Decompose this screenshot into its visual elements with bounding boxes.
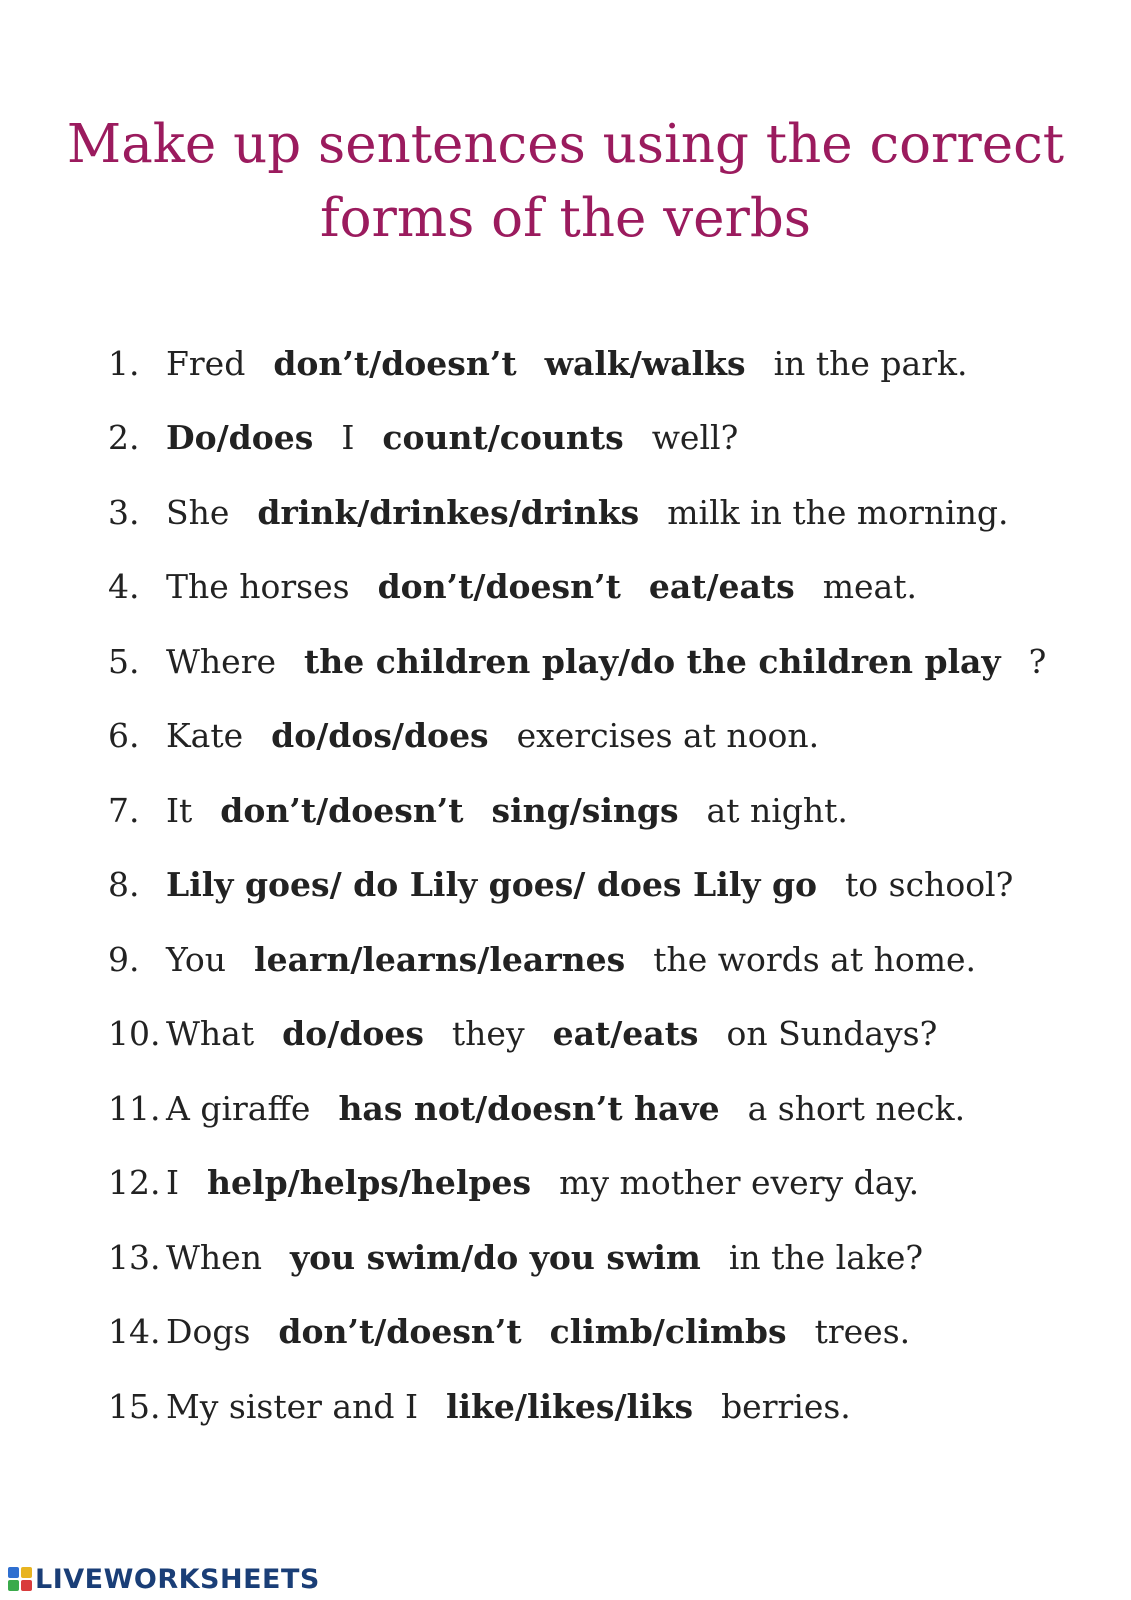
- item-number: 7.: [108, 790, 140, 830]
- item-number: 11.: [108, 1088, 161, 1128]
- sentence-text: milk in the morning.: [667, 492, 1009, 532]
- sentence-text: What: [166, 1014, 255, 1054]
- verb-choice: don’t/doesn’t: [220, 790, 464, 830]
- sentence-text: trees.: [814, 1312, 911, 1352]
- sentence-text: the words at home.: [653, 939, 977, 979]
- sentence-text: a short neck.: [747, 1088, 966, 1128]
- verb-choice: help/helps/helpes: [207, 1163, 532, 1203]
- liveworksheets-logo-icon: [8, 1567, 32, 1591]
- verb-choice: like/likes/liks: [445, 1386, 694, 1426]
- sentence-text: meat.: [822, 567, 917, 607]
- verb-choice: drink/drinkes/drinks: [257, 492, 640, 532]
- sentence-text: in the park.: [773, 343, 968, 383]
- sentence-text: She: [166, 492, 230, 532]
- sentence-item: [108, 326, 1108, 401]
- logo-text: LIVEWORKSHEETS: [35, 1563, 320, 1595]
- sentence-item: [108, 1295, 1108, 1370]
- item-number: 2.: [108, 418, 140, 458]
- sentence-item: [108, 1146, 1108, 1221]
- sentence-list: [108, 326, 1108, 1444]
- sentence-text: on Sundays?: [726, 1014, 938, 1054]
- sentence-text: Kate: [166, 716, 244, 756]
- item-number: 12.: [108, 1163, 161, 1203]
- sentence-text: My sister and I: [166, 1386, 418, 1426]
- item-number: 14.: [108, 1312, 161, 1352]
- sentence-text: well?: [651, 418, 739, 458]
- verb-choice: count/counts: [382, 418, 624, 458]
- sentence-text: Fred: [166, 343, 246, 383]
- sentence-text: in the lake?: [728, 1237, 924, 1277]
- item-number: 6.: [108, 716, 140, 756]
- verb-choice: sing/sings: [491, 790, 679, 830]
- verb-choice: learn/learns/learnes: [254, 939, 626, 979]
- title-line-2: forms of the verbs: [320, 188, 811, 249]
- sentence-text: exercises at noon.: [516, 716, 820, 756]
- sentence-text: Where: [166, 641, 277, 681]
- sentence-text: ?: [1028, 641, 1047, 681]
- item-number: 9.: [108, 939, 140, 979]
- item-number: 13.: [108, 1237, 161, 1277]
- sentence-item: [108, 624, 1108, 699]
- item-number: 4.: [108, 567, 140, 607]
- verb-choice: has not/doesn’t have: [338, 1088, 720, 1128]
- item-number: 3.: [108, 492, 140, 532]
- verb-choice: you swim/do you swim: [289, 1237, 701, 1277]
- sentence-text: You: [166, 939, 227, 979]
- sentence-text: A giraffe: [166, 1088, 311, 1128]
- sentence-item: [108, 401, 1108, 476]
- sentence-item: [108, 1369, 1108, 1444]
- sentence-text: to school?: [845, 865, 1014, 905]
- sentence-item: [108, 922, 1108, 997]
- sentence-item: [108, 997, 1108, 1072]
- item-number: 1.: [108, 343, 140, 383]
- sentence-text: Dogs: [166, 1312, 251, 1352]
- item-number: 8.: [108, 865, 140, 905]
- sentence-text: It: [166, 790, 193, 830]
- sentence-text: berries.: [721, 1386, 851, 1426]
- verb-choice: Lily goes/ do Lily goes/ does Lily go: [166, 865, 818, 905]
- verb-choice: do/dos/does: [271, 716, 489, 756]
- title-line-1: Make up sentences using the correct: [66, 114, 1065, 175]
- sentence-text: The horses: [166, 567, 350, 607]
- sentence-item: [108, 699, 1108, 774]
- sentence-text: my mother every day.: [559, 1163, 920, 1203]
- verb-choice: Do/does: [166, 418, 314, 458]
- verb-choice: walk/walks: [544, 343, 746, 383]
- sentence-text: When: [166, 1237, 262, 1277]
- sentence-item: [108, 848, 1108, 923]
- verb-choice: don’t/doesn’t: [273, 343, 517, 383]
- verb-choice: don’t/doesn’t: [278, 1312, 522, 1352]
- sentence-item: [108, 1220, 1108, 1295]
- sentence-text: at night.: [706, 790, 848, 830]
- verb-choice: do/does: [282, 1014, 424, 1054]
- sentence-item: [108, 550, 1108, 625]
- sentence-text: I: [341, 418, 355, 458]
- liveworksheets-logo: [8, 1563, 320, 1595]
- verb-choice: climb/climbs: [549, 1312, 787, 1352]
- verb-choice: eat/eats: [648, 567, 795, 607]
- sentence-text: they: [451, 1014, 525, 1054]
- sentence-item: [108, 475, 1108, 550]
- page-title: [0, 108, 1131, 256]
- item-number: 10.: [108, 1014, 161, 1054]
- verb-choice: eat/eats: [552, 1014, 699, 1054]
- sentence-item: [108, 773, 1108, 848]
- sentence-text: I: [166, 1163, 180, 1203]
- sentence-item: [108, 1071, 1108, 1146]
- item-number: 15.: [108, 1386, 161, 1426]
- verb-choice: the children play/do the children play: [304, 641, 1001, 681]
- item-number: 5.: [108, 641, 140, 681]
- verb-choice: don’t/doesn’t: [377, 567, 621, 607]
